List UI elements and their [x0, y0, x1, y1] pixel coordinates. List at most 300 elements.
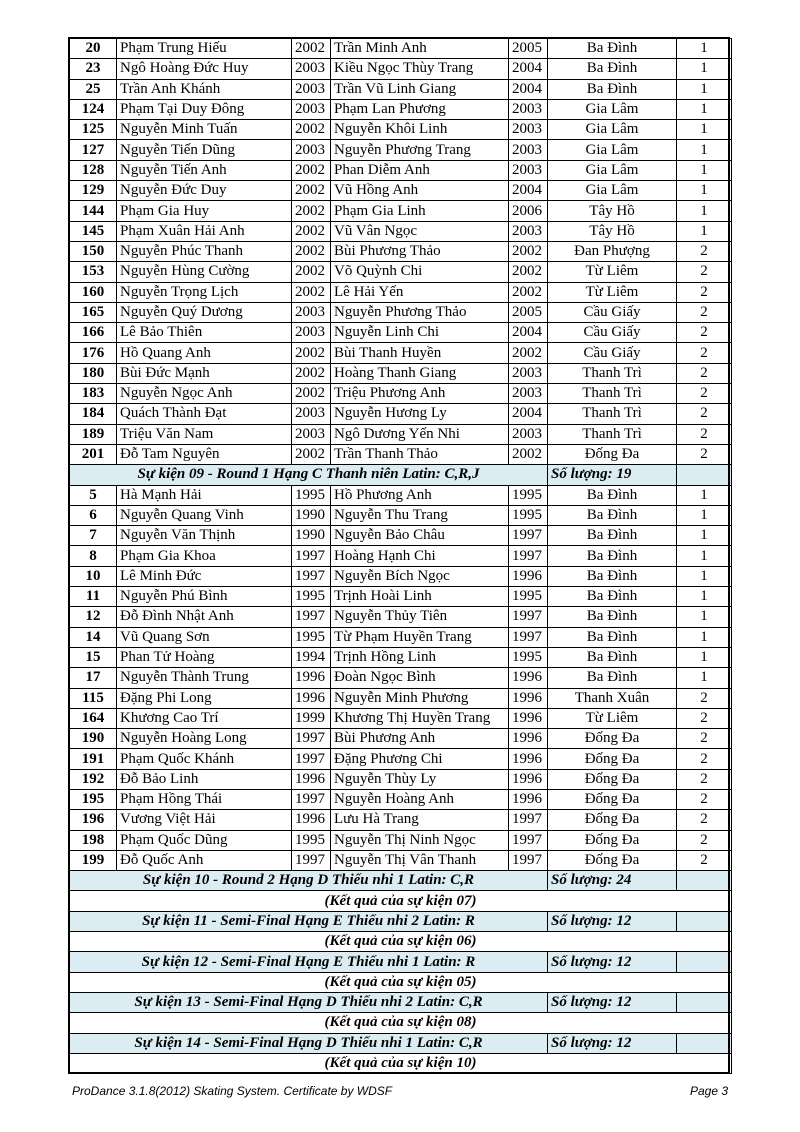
female-dancer-name: Vũ Vân Ngọc: [331, 221, 509, 241]
female-birth-year: 2005: [509, 302, 548, 322]
female-birth-year: 2004: [509, 404, 548, 424]
footer-page-number: Page 3: [690, 1084, 729, 1098]
heat-group: 2: [677, 323, 732, 343]
event-header-row: [70, 1033, 732, 1053]
male-birth-year: 2002: [292, 241, 331, 261]
male-birth-year: 2002: [292, 282, 331, 302]
heat-group: 2: [677, 749, 732, 769]
heat-group: 1: [677, 221, 732, 241]
table-row: [70, 769, 732, 789]
male-dancer-name: Nguyễn Hùng Cường: [117, 262, 292, 282]
couple-number: 184: [70, 404, 117, 424]
event-title: Sự kiện 13 - Semi-Final Hạng D Thiếu nhi 2 Latin: C,R: [70, 992, 548, 1012]
male-birth-year: 2003: [292, 404, 331, 424]
club-name: Thanh Trì: [548, 363, 677, 383]
table-row: [70, 282, 732, 302]
female-dancer-name: Kiều Ngọc Thùy Trang: [331, 59, 509, 79]
male-dancer-name: Lê Bảo Thiên: [117, 323, 292, 343]
male-dancer-name: Đỗ Quốc Anh: [117, 850, 292, 870]
female-dancer-name: Ngô Dương Yến Nhi: [331, 424, 509, 444]
female-dancer-name: Bùi Thanh Huyền: [331, 343, 509, 363]
female-birth-year: 1997: [509, 546, 548, 566]
heat-group: 2: [677, 302, 732, 322]
female-birth-year: 2002: [509, 241, 548, 261]
female-dancer-name: Nguyễn Minh Phương: [331, 688, 509, 708]
female-birth-year: 1996: [509, 566, 548, 586]
heat-group: 1: [677, 39, 732, 59]
male-birth-year: 1999: [292, 708, 331, 728]
female-dancer-name: Hoàng Thanh Giang: [331, 363, 509, 383]
female-birth-year: 1997: [509, 850, 548, 870]
couple-number: 196: [70, 810, 117, 830]
female-dancer-name: Nguyễn Thị Vân Thanh: [331, 850, 509, 870]
table-row: [70, 729, 732, 749]
male-birth-year: 2003: [292, 140, 331, 160]
female-dancer-name: Vũ Hồng Anh: [331, 181, 509, 201]
male-dancer-name: Đỗ Tam Nguyên: [117, 444, 292, 464]
participants-table: [69, 38, 732, 1074]
female-dancer-name: Nguyễn Thùy Ly: [331, 769, 509, 789]
heat-group: 2: [677, 708, 732, 728]
male-dancer-name: Phạm Xuân Hải Anh: [117, 221, 292, 241]
table-row: [70, 485, 732, 505]
female-dancer-name: Nguyễn Khôi Linh: [331, 120, 509, 140]
female-dancer-name: Nguyễn Phương Trang: [331, 140, 509, 160]
club-name: Ba Đình: [548, 546, 677, 566]
event-title: Sự kiện 09 - Round 1 Hạng C Thanh niên Latin: C,R,J: [70, 465, 548, 485]
table-row: [70, 363, 732, 383]
male-dancer-name: Trần Anh Khánh: [117, 79, 292, 99]
male-birth-year: 2002: [292, 221, 331, 241]
heat-group: 1: [677, 566, 732, 586]
club-name: Đống Đa: [548, 789, 677, 809]
female-birth-year: 2004: [509, 59, 548, 79]
heat-group: 1: [677, 668, 732, 688]
male-dancer-name: Nguyễn Ngọc Anh: [117, 384, 292, 404]
couple-number: 153: [70, 262, 117, 282]
club-name: Ba Đình: [548, 59, 677, 79]
club-name: Ba Đình: [548, 39, 677, 59]
club-name: Cầu Giấy: [548, 343, 677, 363]
male-birth-year: 2003: [292, 424, 331, 444]
male-dancer-name: Nguyễn Trọng Lịch: [117, 282, 292, 302]
heat-group: 1: [677, 120, 732, 140]
heat-group: 1: [677, 647, 732, 667]
female-dancer-name: Lê Hải Yến: [331, 282, 509, 302]
event-blank-cell: [677, 871, 732, 891]
female-birth-year: 2003: [509, 99, 548, 119]
club-name: Tây Hồ: [548, 221, 677, 241]
club-name: Ba Đình: [548, 607, 677, 627]
table-row: [70, 241, 732, 261]
table-row: [70, 526, 732, 546]
couple-number: 165: [70, 302, 117, 322]
table-row: [70, 708, 732, 728]
male-birth-year: 2002: [292, 444, 331, 464]
heat-group: 1: [677, 546, 732, 566]
male-dancer-name: Phan Tử Hoàng: [117, 647, 292, 667]
couple-number: 183: [70, 384, 117, 404]
heat-group: 2: [677, 241, 732, 261]
couple-number: 190: [70, 729, 117, 749]
club-name: Ba Đình: [548, 566, 677, 586]
club-name: Đống Đa: [548, 749, 677, 769]
heat-group: 1: [677, 201, 732, 221]
couple-number: 124: [70, 99, 117, 119]
table-row: [70, 302, 732, 322]
male-birth-year: 1994: [292, 647, 331, 667]
heat-group: 1: [677, 79, 732, 99]
event-result-note: (Kết quả của sự kiện 10): [70, 1053, 732, 1073]
female-dancer-name: Bùi Phương Thảo: [331, 241, 509, 261]
male-birth-year: 1996: [292, 668, 331, 688]
female-birth-year: 2002: [509, 343, 548, 363]
table-row: [70, 201, 732, 221]
female-birth-year: 1996: [509, 668, 548, 688]
heat-group: 2: [677, 830, 732, 850]
heat-group: 2: [677, 343, 732, 363]
female-dancer-name: Từ Phạm Huyền Trang: [331, 627, 509, 647]
heat-group: 1: [677, 160, 732, 180]
club-name: Đống Đa: [548, 850, 677, 870]
female-birth-year: 2004: [509, 323, 548, 343]
table-row: [70, 404, 732, 424]
male-dancer-name: Nguyễn Quang Vinh: [117, 505, 292, 525]
female-dancer-name: Nguyễn Bảo Châu: [331, 526, 509, 546]
female-birth-year: 2004: [509, 181, 548, 201]
club-name: Đan Phượng: [548, 241, 677, 261]
club-name: Thanh Trì: [548, 384, 677, 404]
female-birth-year: 1996: [509, 708, 548, 728]
club-name: Đống Đa: [548, 444, 677, 464]
male-birth-year: 1996: [292, 688, 331, 708]
couple-number: 195: [70, 789, 117, 809]
event-header-row: [70, 992, 732, 1012]
club-name: Đống Đa: [548, 830, 677, 850]
heat-group: 2: [677, 729, 732, 749]
male-birth-year: 2002: [292, 363, 331, 383]
club-name: Ba Đình: [548, 627, 677, 647]
club-name: Gia Lâm: [548, 140, 677, 160]
heat-group: 2: [677, 363, 732, 383]
couple-number: 15: [70, 647, 117, 667]
couple-number: 189: [70, 424, 117, 444]
event-count: Số lượng: 12: [548, 911, 677, 931]
female-birth-year: 1996: [509, 789, 548, 809]
male-birth-year: 1997: [292, 566, 331, 586]
heat-group: 2: [677, 262, 732, 282]
male-dancer-name: Nguyễn Văn Thịnh: [117, 526, 292, 546]
male-birth-year: 1995: [292, 627, 331, 647]
male-birth-year: 1995: [292, 830, 331, 850]
club-name: Đống Đa: [548, 810, 677, 830]
couple-number: 180: [70, 363, 117, 383]
male-dancer-name: Phạm Tại Duy Đông: [117, 99, 292, 119]
table-row: [70, 444, 732, 464]
table-row: [70, 546, 732, 566]
club-name: Gia Lâm: [548, 160, 677, 180]
male-birth-year: 2002: [292, 343, 331, 363]
male-dancer-name: Nguyễn Hoàng Long: [117, 729, 292, 749]
female-birth-year: 2003: [509, 363, 548, 383]
club-name: Ba Đình: [548, 526, 677, 546]
female-dancer-name: Nguyễn Linh Chi: [331, 323, 509, 343]
male-birth-year: 2003: [292, 99, 331, 119]
male-birth-year: 1996: [292, 810, 331, 830]
male-dancer-name: Ngô Hoàng Đức Huy: [117, 59, 292, 79]
heat-group: 1: [677, 99, 732, 119]
table-row: [70, 323, 732, 343]
heat-group: 1: [677, 526, 732, 546]
male-birth-year: 2003: [292, 59, 331, 79]
club-name: Ba Đình: [548, 647, 677, 667]
female-dancer-name: Phạm Lan Phương: [331, 99, 509, 119]
female-birth-year: 1997: [509, 830, 548, 850]
heat-group: 1: [677, 181, 732, 201]
female-dancer-name: Bùi Phương Anh: [331, 729, 509, 749]
event-result-note-row: [70, 891, 732, 911]
female-dancer-name: Hoàng Hạnh Chi: [331, 546, 509, 566]
heat-group: 1: [677, 140, 732, 160]
male-birth-year: 1995: [292, 587, 331, 607]
female-birth-year: 2004: [509, 79, 548, 99]
male-dancer-name: Quách Thành Đạt: [117, 404, 292, 424]
heat-group: 2: [677, 688, 732, 708]
couple-number: 164: [70, 708, 117, 728]
male-birth-year: 2003: [292, 79, 331, 99]
couple-number: 128: [70, 160, 117, 180]
couple-number: 191: [70, 749, 117, 769]
table-row: [70, 160, 732, 180]
heat-group: 2: [677, 810, 732, 830]
table-row: [70, 221, 732, 241]
female-dancer-name: Nguyễn Thu Trang: [331, 505, 509, 525]
event-title: Sự kiện 11 - Semi-Final Hạng E Thiếu nhi 2 Latin: R: [70, 911, 548, 931]
heat-group: 2: [677, 404, 732, 424]
event-result-note-row: [70, 1013, 732, 1033]
female-birth-year: 1996: [509, 688, 548, 708]
event-result-note: (Kết quả của sự kiện 06): [70, 932, 732, 952]
table-row: [70, 566, 732, 586]
female-dancer-name: Trần Thanh Thảo: [331, 444, 509, 464]
male-birth-year: 1996: [292, 769, 331, 789]
male-birth-year: 1997: [292, 607, 331, 627]
event-blank-cell: [677, 992, 732, 1012]
female-birth-year: 1997: [509, 607, 548, 627]
couple-number: 176: [70, 343, 117, 363]
male-dancer-name: Vũ Quang Sơn: [117, 627, 292, 647]
club-name: Tây Hồ: [548, 201, 677, 221]
couple-number: 166: [70, 323, 117, 343]
female-birth-year: 2003: [509, 221, 548, 241]
club-name: Ba Đình: [548, 668, 677, 688]
male-birth-year: 1990: [292, 505, 331, 525]
club-name: Đống Đa: [548, 769, 677, 789]
club-name: Đống Đa: [548, 729, 677, 749]
male-dancer-name: Khương Cao Trí: [117, 708, 292, 728]
male-dancer-name: Đỗ Đình Nhật Anh: [117, 607, 292, 627]
club-name: Từ Liêm: [548, 262, 677, 282]
club-name: Thanh Xuân: [548, 688, 677, 708]
female-dancer-name: Nguyễn Bích Ngọc: [331, 566, 509, 586]
male-dancer-name: Phạm Gia Huy: [117, 201, 292, 221]
event-header-row: [70, 911, 732, 931]
female-dancer-name: Nguyễn Thị Ninh Ngọc: [331, 830, 509, 850]
couple-number: 11: [70, 587, 117, 607]
couple-number: 6: [70, 505, 117, 525]
event-title: Sự kiện 12 - Semi-Final Hạng E Thiếu nhi 1 Latin: R: [70, 952, 548, 972]
male-dancer-name: Đỗ Bảo Linh: [117, 769, 292, 789]
couple-number: 125: [70, 120, 117, 140]
male-dancer-name: Phạm Trung Hiếu: [117, 39, 292, 59]
female-dancer-name: Nguyễn Thủy Tiên: [331, 607, 509, 627]
couple-number: 12: [70, 607, 117, 627]
event-blank-cell: [677, 911, 732, 931]
club-name: Cầu Giấy: [548, 302, 677, 322]
event-count: Số lượng: 19: [548, 465, 677, 485]
male-birth-year: 2002: [292, 262, 331, 282]
table-row: [70, 749, 732, 769]
couple-number: 25: [70, 79, 117, 99]
table-row: [70, 688, 732, 708]
male-birth-year: 2002: [292, 120, 331, 140]
event-header-row: [70, 465, 732, 485]
male-birth-year: 2002: [292, 39, 331, 59]
couple-number: 10: [70, 566, 117, 586]
female-birth-year: 2003: [509, 140, 548, 160]
heat-group: 2: [677, 282, 732, 302]
male-dancer-name: Nguyễn Đức Duy: [117, 181, 292, 201]
couple-number: 7: [70, 526, 117, 546]
event-blank-cell: [677, 1033, 732, 1053]
couple-number: 198: [70, 830, 117, 850]
male-dancer-name: Nguyễn Tiến Dũng: [117, 140, 292, 160]
male-dancer-name: Phạm Quốc Dũng: [117, 830, 292, 850]
club-name: Từ Liêm: [548, 708, 677, 728]
male-birth-year: 1997: [292, 749, 331, 769]
male-birth-year: 2003: [292, 323, 331, 343]
couple-number: 127: [70, 140, 117, 160]
couple-number: 14: [70, 627, 117, 647]
club-name: Cầu Giấy: [548, 323, 677, 343]
club-name: Thanh Trì: [548, 404, 677, 424]
club-name: Ba Đình: [548, 79, 677, 99]
couple-number: 20: [70, 39, 117, 59]
female-dancer-name: Trịnh Hoài Linh: [331, 587, 509, 607]
couple-number: 5: [70, 485, 117, 505]
couple-number: 115: [70, 688, 117, 708]
club-name: Từ Liêm: [548, 282, 677, 302]
event-title: Sự kiện 14 - Semi-Final Hạng D Thiếu nhi 1 Latin: C,R: [70, 1033, 548, 1053]
table-row: [70, 181, 732, 201]
male-birth-year: 1997: [292, 729, 331, 749]
table-row: [70, 39, 732, 59]
male-dancer-name: Triệu Văn Nam: [117, 424, 292, 444]
male-dancer-name: Nguyễn Phúc Thanh: [117, 241, 292, 261]
heat-group: 2: [677, 424, 732, 444]
table-row: [70, 789, 732, 809]
table-row: [70, 79, 732, 99]
female-birth-year: 1997: [509, 627, 548, 647]
table-row: [70, 850, 732, 870]
male-dancer-name: Vương Việt Hải: [117, 810, 292, 830]
table-row: [70, 668, 732, 688]
female-birth-year: 2003: [509, 160, 548, 180]
female-birth-year: 1995: [509, 485, 548, 505]
female-birth-year: 1996: [509, 729, 548, 749]
club-name: Ba Đình: [548, 505, 677, 525]
table-row: [70, 627, 732, 647]
male-birth-year: 2002: [292, 201, 331, 221]
heat-group: 1: [677, 505, 732, 525]
table-row: [70, 505, 732, 525]
male-dancer-name: Hà Mạnh Hải: [117, 485, 292, 505]
event-blank-cell: [677, 465, 732, 485]
male-birth-year: 2003: [292, 302, 331, 322]
couple-number: 144: [70, 201, 117, 221]
club-name: Gia Lâm: [548, 181, 677, 201]
female-dancer-name: Phan Diễm Anh: [331, 160, 509, 180]
female-birth-year: 2002: [509, 444, 548, 464]
club-name: Thanh Trì: [548, 424, 677, 444]
table-row: [70, 120, 732, 140]
table-row: [70, 262, 732, 282]
event-count: Số lượng: 24: [548, 871, 677, 891]
female-dancer-name: Nguyễn Hoàng Anh: [331, 789, 509, 809]
event-count: Số lượng: 12: [548, 1033, 677, 1053]
male-dancer-name: Phạm Hồng Thái: [117, 789, 292, 809]
event-result-note-row: [70, 972, 732, 992]
club-name: Ba Đình: [548, 485, 677, 505]
male-dancer-name: Nguyễn Minh Tuấn: [117, 120, 292, 140]
heat-group: 1: [677, 587, 732, 607]
event-result-note: (Kết quả của sự kiện 05): [70, 972, 732, 992]
table-row: [70, 99, 732, 119]
female-birth-year: 2002: [509, 282, 548, 302]
couple-number: 23: [70, 59, 117, 79]
female-dancer-name: Trịnh Hồng Linh: [331, 647, 509, 667]
heat-group: 2: [677, 444, 732, 464]
female-dancer-name: Triệu Phương Anh: [331, 384, 509, 404]
couple-number: 8: [70, 546, 117, 566]
female-dancer-name: Trần Vũ Linh Giang: [331, 79, 509, 99]
male-dancer-name: Nguyễn Tiến Anh: [117, 160, 292, 180]
table-row: [70, 607, 732, 627]
club-name: Ba Đình: [548, 587, 677, 607]
couple-number: 150: [70, 241, 117, 261]
heat-group: 1: [677, 485, 732, 505]
female-birth-year: 1997: [509, 810, 548, 830]
table-row: [70, 384, 732, 404]
heat-group: 2: [677, 769, 732, 789]
female-birth-year: 1995: [509, 505, 548, 525]
male-dancer-name: Nguyễn Phú Bình: [117, 587, 292, 607]
table-row: [70, 424, 732, 444]
female-birth-year: 1996: [509, 749, 548, 769]
event-result-note-row: [70, 932, 732, 952]
male-dancer-name: Đặng Phi Long: [117, 688, 292, 708]
table-row: [70, 587, 732, 607]
female-dancer-name: Lưu Hà Trang: [331, 810, 509, 830]
heat-group: 2: [677, 384, 732, 404]
female-birth-year: 1996: [509, 769, 548, 789]
female-birth-year: 2003: [509, 424, 548, 444]
participants-table-body: [70, 39, 732, 1074]
female-dancer-name: Phạm Gia Linh: [331, 201, 509, 221]
event-count: Số lượng: 12: [548, 952, 677, 972]
female-birth-year: 2003: [509, 384, 548, 404]
couple-number: 129: [70, 181, 117, 201]
